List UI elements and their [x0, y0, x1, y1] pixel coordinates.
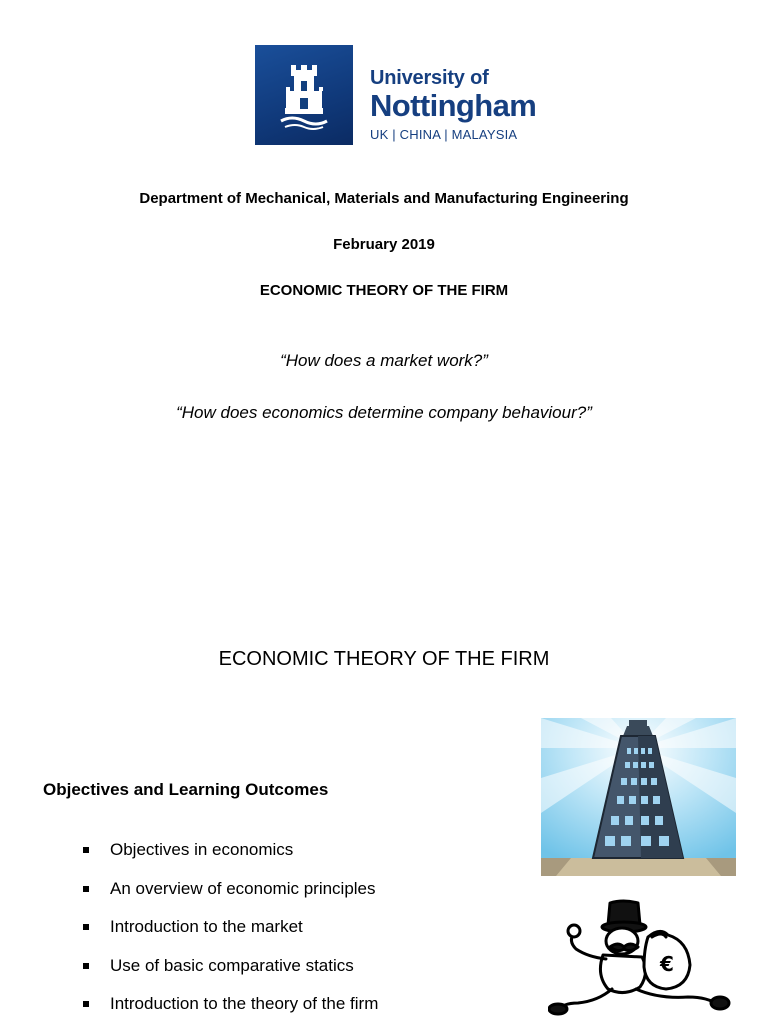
rich-man-money-bag-image	[548, 897, 733, 1017]
list-item-text: Introduction to the theory of the firm	[110, 994, 379, 1013]
castle-icon	[255, 45, 353, 145]
bullet-square-icon	[83, 963, 89, 969]
logo-line-nottingham: Nottingham	[370, 88, 537, 123]
list-item	[83, 915, 378, 954]
objectives-heading: Objectives and Learning Outcomes	[43, 780, 329, 799]
bullet-square-icon	[83, 886, 89, 892]
skyscraper-image	[541, 718, 736, 876]
list-item	[83, 877, 378, 916]
department-name: Department of Mechanical, Materials and Manufacturing Engineering	[139, 190, 629, 207]
list-item-text: An overview of economic principles	[110, 878, 376, 898]
document-date: February 2019	[333, 236, 435, 253]
list-item	[83, 838, 378, 877]
list-item	[83, 954, 378, 993]
skyscraper-icon	[541, 718, 736, 876]
bullet-square-icon	[83, 1001, 89, 1007]
bullet-square-icon	[83, 847, 89, 853]
university-logo-text	[370, 66, 536, 144]
question-market: “How does a market work?”	[280, 351, 488, 370]
list-item	[83, 992, 378, 1031]
money-bag-man-icon	[548, 897, 733, 1017]
logo-line-campuses: UK | CHINA | MALAYSIA	[370, 127, 518, 142]
list-item-text: Use of basic comparative statics	[110, 955, 354, 975]
objectives-list	[83, 838, 378, 1031]
question-company-behaviour: “How does economics determine company behaviour?”	[176, 403, 592, 422]
list-item-text: Introduction to the market	[110, 917, 303, 936]
bullet-square-icon	[83, 924, 89, 930]
svg-text:€: €	[660, 952, 674, 976]
logo-line-university-of: University of	[370, 67, 489, 89]
university-logo-mark	[255, 45, 353, 145]
list-item-text: Objectives in economics	[110, 840, 294, 859]
section-title: ECONOMIC THEORY OF THE FIRM	[218, 648, 550, 670]
cover-title: ECONOMIC THEORY OF THE FIRM	[259, 282, 509, 299]
